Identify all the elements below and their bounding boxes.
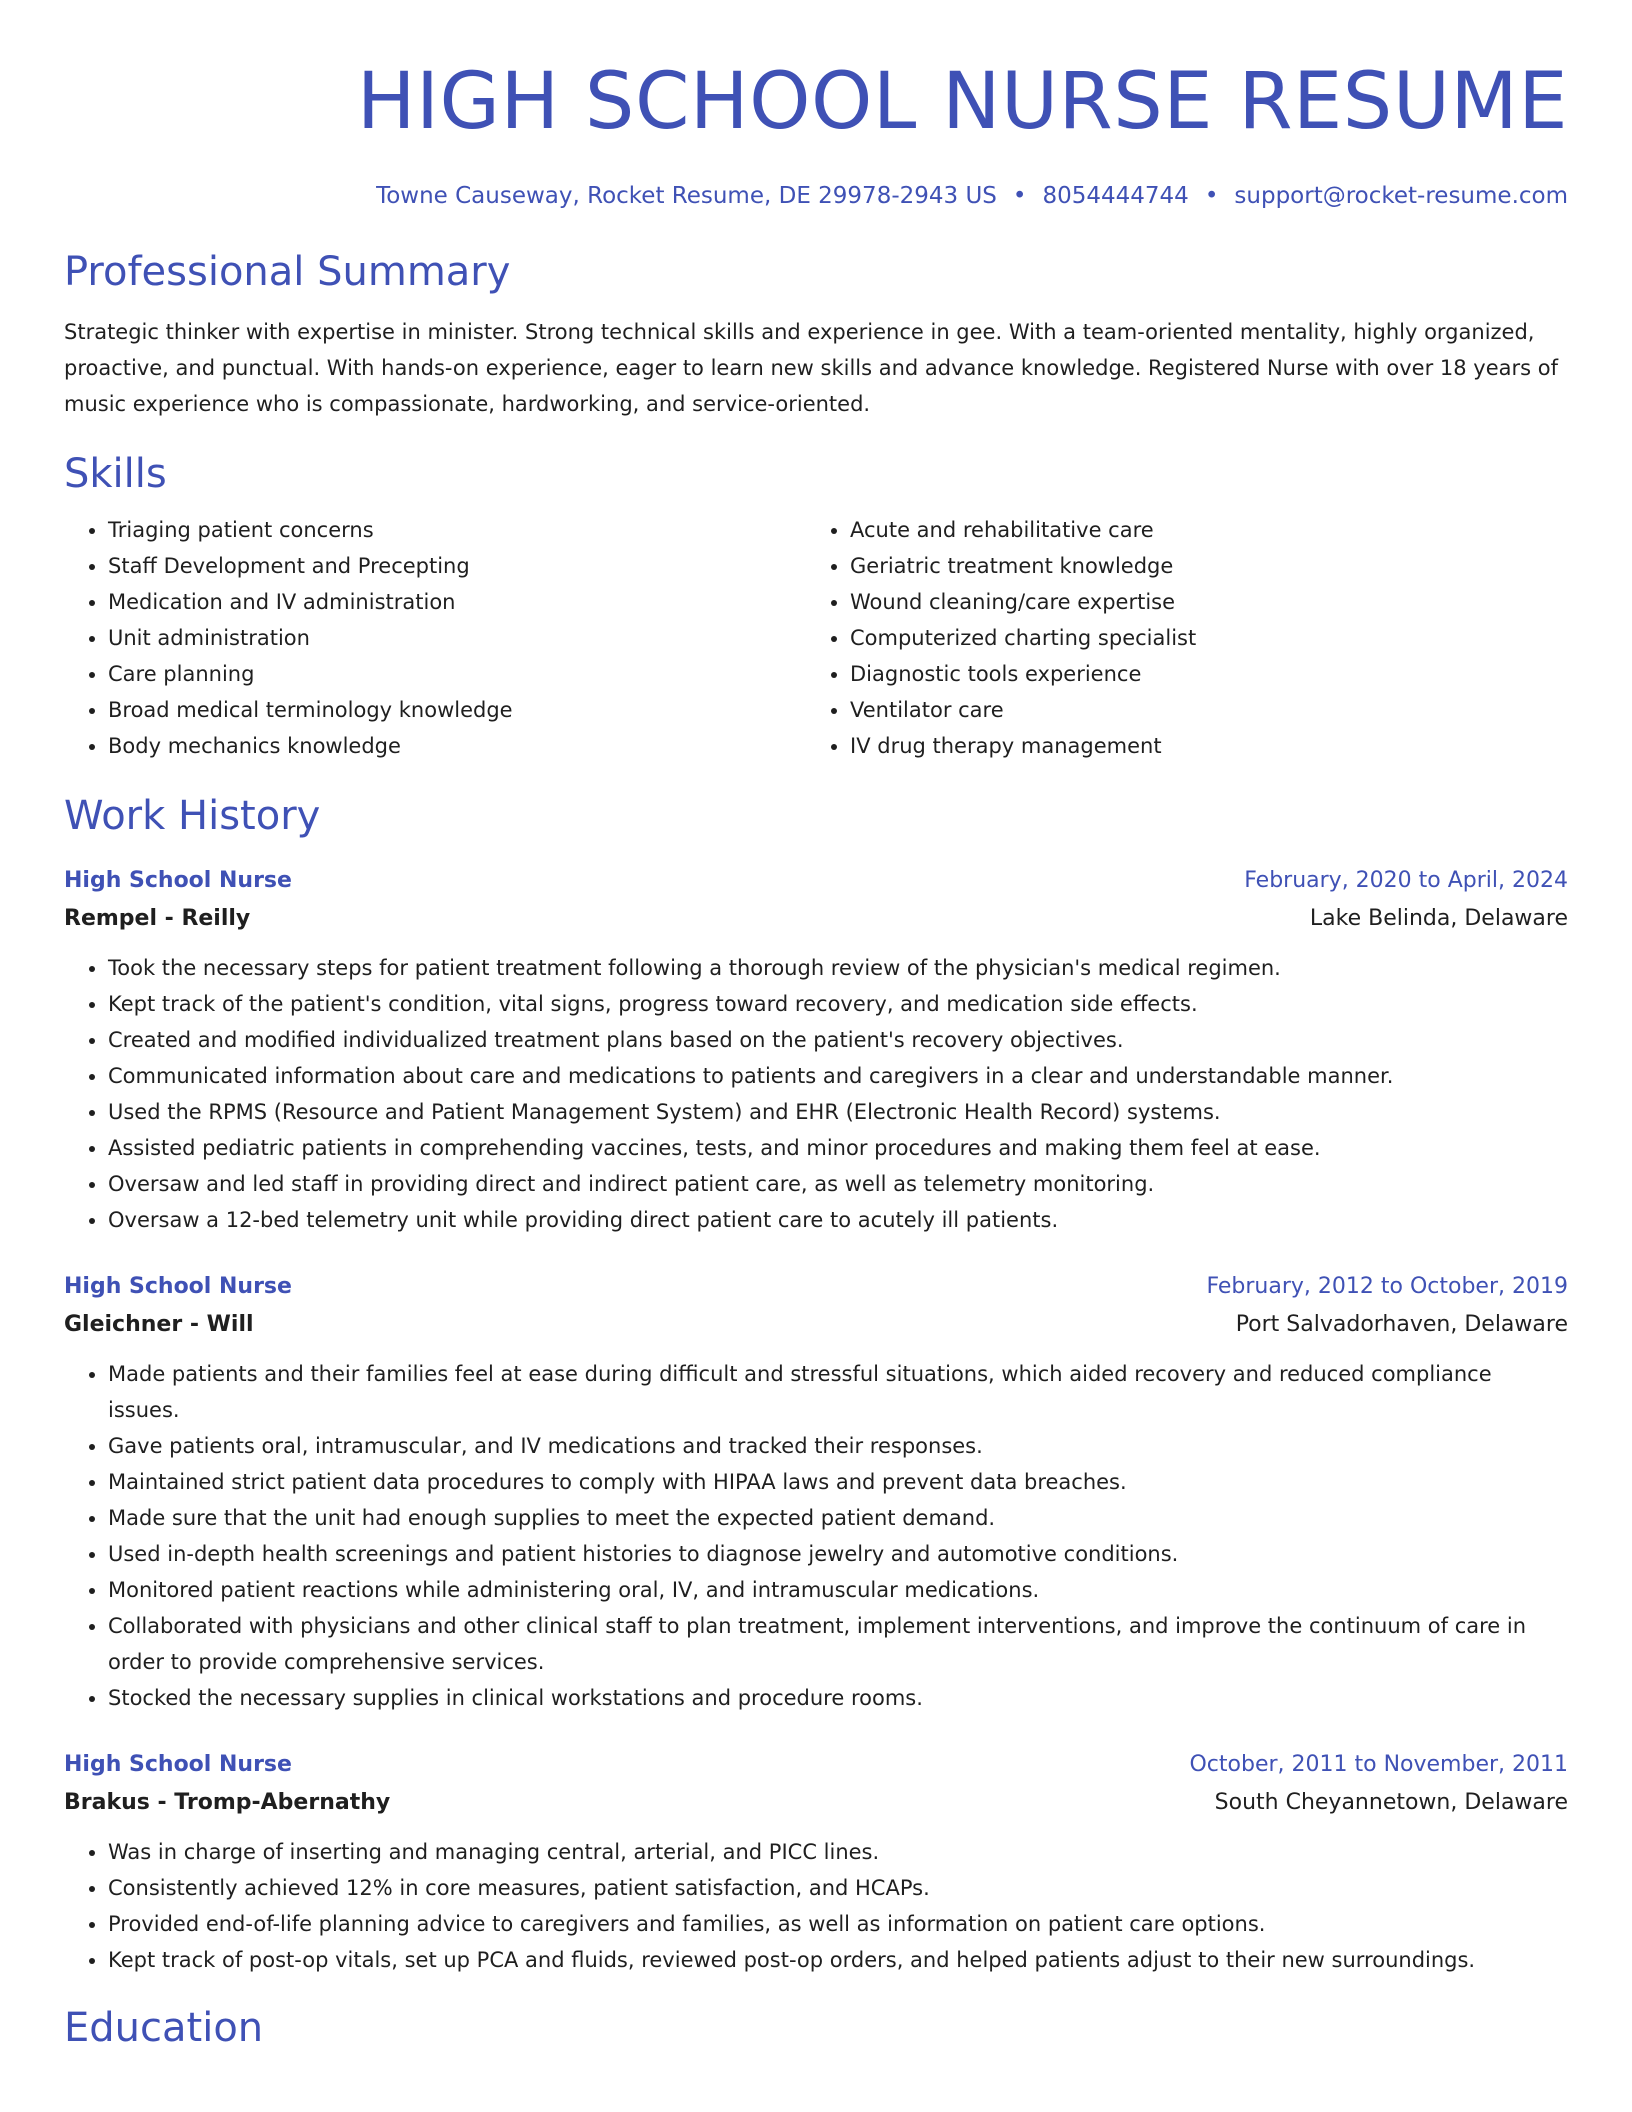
resume-page xyxy=(64,0,1568,2054)
job-duties-list xyxy=(64,1834,1568,1978)
job-title: High School Nurse xyxy=(64,868,292,893)
job-header-row xyxy=(64,862,1568,900)
skill-item: • Broad medical terminology knowledge xyxy=(108,692,806,728)
job-duty-item: • Was in charge of inserting and managing central, arterial, and PICC lines. xyxy=(108,1834,1568,1870)
job-entry xyxy=(64,1268,1568,1716)
summary-text: Strategic thinker with expertise in minister. Strong technical skills and experience in gee. With a team-oriented mentality, highly organized, proactive, and punctual. With hands-on experience, eager to learn new skills and advance knowledge. Registered Nurse with over 18 years of music experience who is compassionate, hardworking, and service-oriented. xyxy=(64,320,1559,416)
skills-heading: Skills xyxy=(64,451,167,497)
skill-item: • Wound cleaning/care expertise xyxy=(850,584,1548,620)
job-title: High School Nurse xyxy=(64,1752,292,1777)
job-duty-item: • Provided end-of-life planning advice to caregivers and families, as well as information on patient care options. xyxy=(108,1906,1568,1942)
job-duty-item: • Consistently achieved 12% in core measures, patient satisfaction, and HCAPs. xyxy=(108,1870,1568,1906)
job-duty-item: • Collaborated with physicians and other clinical staff to plan treatment, implement interventions, and improve the continuum of care in order to provide comprehensive services. xyxy=(108,1608,1568,1680)
job-duty-item: • Used in-depth health screenings and patient histories to diagnose jewelry and automotive conditions. xyxy=(108,1536,1568,1572)
contact-phone: 8054444744 xyxy=(1042,183,1189,209)
resume-title: HIGH SCHOOL NURSE RESUME xyxy=(356,57,1568,147)
skill-item: • Unit administration xyxy=(108,620,806,656)
job-header-row xyxy=(64,1268,1568,1306)
job-entry xyxy=(64,862,1568,1238)
job-entry xyxy=(64,1746,1568,1978)
skill-item: • Geriatric treatment knowledge xyxy=(850,548,1548,584)
education-heading: Education xyxy=(64,2005,264,2051)
job-location: South Cheyannetown, Delaware xyxy=(1214,1790,1568,1815)
job-company: Gleichner - Will xyxy=(64,1312,254,1337)
skill-item: • IV drug therapy management xyxy=(850,728,1548,764)
contact-separator: • xyxy=(1012,183,1027,209)
job-duty-item: • Oversaw a 12-bed telemetry unit while providing direct patient care to acutely ill patients. xyxy=(108,1202,1568,1238)
job-duty-item: • Communicated information about care and medications to patients and caregivers in a clear and understandable manner. xyxy=(108,1058,1568,1094)
job-duty-item: • Assisted pediatric patients in comprehending vaccines, tests, and minor procedures and making them feel at ease. xyxy=(108,1130,1568,1166)
job-duty-item: • Made sure that the unit had enough supplies to meet the expected patient demand. xyxy=(108,1500,1568,1536)
job-duty-item: • Kept track of post-op vitals, set up PCA and fluids, reviewed post-op orders, and helped patients adjust to their new surroundings. xyxy=(108,1942,1568,1978)
skill-item: • Care planning xyxy=(108,656,806,692)
job-company: Brakus - Tromp-Abernathy xyxy=(64,1790,391,1815)
job-duty-item: • Kept track of the patient's condition, vital signs, progress toward recovery, and medication side effects. xyxy=(108,986,1568,1022)
skill-item: • Medication and IV administration xyxy=(108,584,806,620)
skill-item: • Body mechanics knowledge xyxy=(108,728,806,764)
skill-item: • Acute and rehabilitative care xyxy=(850,512,1548,548)
skill-item: • Diagnostic tools experience xyxy=(850,656,1548,692)
job-duties-list xyxy=(64,950,1568,1238)
job-duties-list xyxy=(64,1356,1568,1716)
contact-email[interactable]: support@rocket-resume.com xyxy=(1234,183,1568,209)
contact-line xyxy=(64,180,1568,212)
job-employer-row xyxy=(64,1784,1568,1822)
summary-heading: Professional Summary xyxy=(64,249,511,295)
job-duty-item: • Monitored patient reactions while administering oral, IV, and intramuscular medications. xyxy=(108,1572,1568,1608)
job-duty-item: • Created and modified individualized treatment plans based on the patient's recovery objectives. xyxy=(108,1022,1568,1058)
job-location: Lake Belinda, Delaware xyxy=(1309,906,1568,931)
contact-address: Towne Causeway, Rocket Resume, DE 29978-2943 US xyxy=(376,183,997,209)
skills-list xyxy=(64,512,1568,764)
contact-separator: • xyxy=(1204,183,1219,209)
job-duty-item: • Used the RPMS (Resource and Patient Management System) and EHR (Electronic Health Record) systems. xyxy=(108,1094,1568,1130)
job-duty-item: • Took the necessary steps for patient treatment following a thorough review of the physician's medical regimen. xyxy=(108,950,1568,986)
work-history-heading: Work History xyxy=(64,793,321,839)
job-dates: October, 2011 to November, 2011 xyxy=(1189,1752,1568,1777)
job-location: Port Salvadorhaven, Delaware xyxy=(1235,1312,1568,1337)
job-duty-item: • Stocked the necessary supplies in clinical workstations and procedure rooms. xyxy=(108,1680,1568,1716)
skill-item: • Staff Development and Precepting xyxy=(108,548,806,584)
job-duty-item: • Made patients and their families feel at ease during difficult and stressful situations, which aided recovery and reduced compliance issues. xyxy=(108,1356,1568,1428)
job-title: High School Nurse xyxy=(64,1274,292,1299)
job-header-row xyxy=(64,1746,1568,1784)
skill-item: • Ventilator care xyxy=(850,692,1548,728)
job-duty-item: • Oversaw and led staff in providing direct and indirect patient care, as well as telemetry monitoring. xyxy=(108,1166,1568,1202)
skills-column-right xyxy=(806,512,1548,764)
skill-item: • Triaging patient concerns xyxy=(108,512,806,548)
skill-item: • Computerized charting specialist xyxy=(850,620,1548,656)
job-dates: February, 2020 to April, 2024 xyxy=(1244,868,1568,893)
job-duty-item: • Maintained strict patient data procedures to comply with HIPAA laws and prevent data breaches. xyxy=(108,1464,1568,1500)
skills-column-left xyxy=(64,512,806,764)
job-employer-row xyxy=(64,900,1568,938)
job-duty-item: • Gave patients oral, intramuscular, and IV medications and tracked their responses. xyxy=(108,1428,1568,1464)
job-dates: February, 2012 to October, 2019 xyxy=(1206,1274,1568,1299)
job-company: Rempel - Reilly xyxy=(64,906,251,931)
job-employer-row xyxy=(64,1306,1568,1344)
